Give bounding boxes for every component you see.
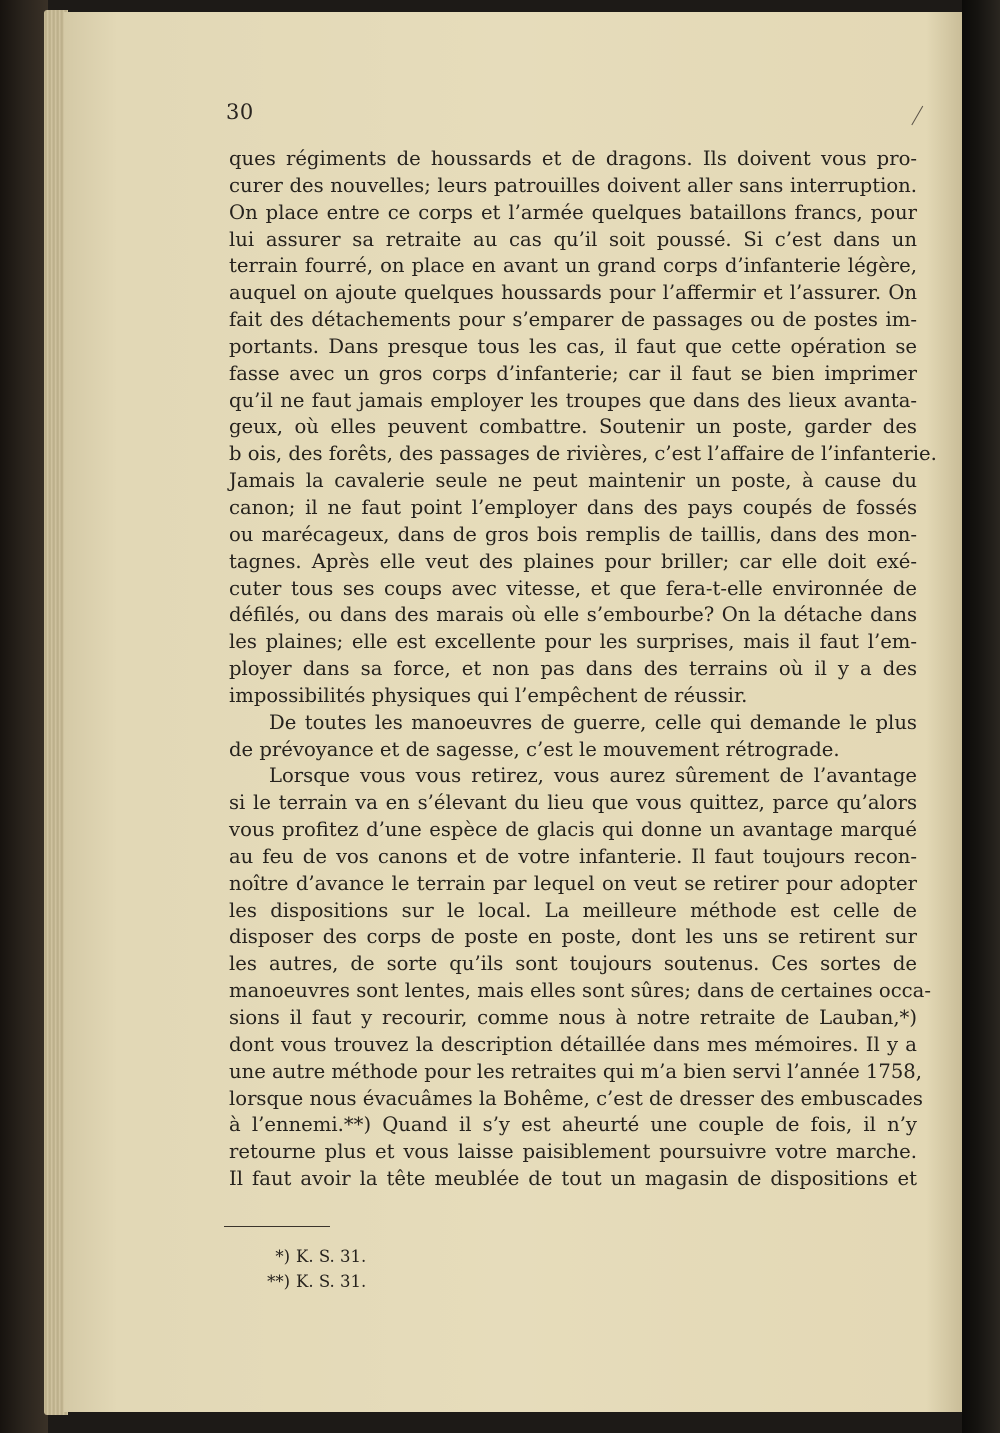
footnote-mark: **) [267, 1272, 290, 1291]
text-line: Jamais la cavalerie seule ne peut maintenir un poste, à cause du [229, 469, 917, 493]
text-line: lorsque nous évacuâmes la Bohême, c’est de dresser des embuscades [229, 1086, 923, 1110]
text-line: Lorsque vous vous retirez, vous aurez sûrement de l’avantage [269, 764, 917, 788]
footnote-text: K. S. 31. [296, 1247, 367, 1266]
footnote-mark: *) [275, 1247, 290, 1266]
footnote [256, 1244, 366, 1269]
text-line: ployer dans sa force, et non pas dans des terrains où il y a des [229, 657, 917, 681]
book-cover-edge-left [0, 0, 48, 1433]
text-line: cuter tous ses coups avec vitesse, et que fera-t-elle environnée de [229, 576, 917, 600]
text-line: ou marécageux, dans de gros bois remplis de taillis, dans des mon- [229, 522, 917, 546]
text-line: geux, où elles peuvent combattre. Soutenir un poste, garder des [229, 415, 917, 439]
text-line: On place entre ce corps et l’armée quelques bataillons francs, pour [229, 200, 917, 224]
text-line: défilés, ou dans des marais où elle s’embourbe? On la détache dans [229, 603, 917, 627]
text-line: au feu de vos canons et de votre infanterie. Il faut toujours recon- [229, 844, 917, 868]
footnotes [256, 1244, 366, 1294]
text-line: les autres, de sorte qu’ils sont toujours soutenus. Ces sortes de [229, 952, 917, 976]
footnote [256, 1269, 366, 1294]
text-line: curer des nouvelles; leurs patrouilles doivent aller sans interruption. [229, 173, 917, 197]
text-line: auquel on ajoute quelques houssards pour l’affermir et l’assurer. On [229, 281, 917, 305]
page-number: 30 [226, 100, 254, 124]
text-line: portants. Dans presque tous les cas, il faut que cette opération se [229, 334, 917, 358]
text-line: manoeuvres sont lentes, mais elles sont sûres; dans de certaines occa- [229, 979, 931, 1003]
text-line: de prévoyance et de sagesse, c’est le mouvement rétrograde. [229, 737, 840, 761]
text-line: à l’ennemi.**) Quand il s’y est aheurté une couple de fois, il n’y [229, 1113, 917, 1137]
text-line: terrain fourré, on place en avant un grand corps d’infanterie légère, [229, 254, 917, 278]
text-line: noître d’avance le terrain par lequel on veut se retirer pour adopter [229, 871, 917, 895]
text-line: lui assurer sa retraite au cas qu’il soit poussé. Si c’est dans un [229, 227, 917, 251]
text-line: dont vous trouvez la description détaillée dans mes mémoires. Il y a [229, 1032, 917, 1056]
text-line: b ois, des forêts, des passages de rivières, c’est l’affaire de l’infanterie. [229, 442, 937, 466]
text-line: fasse avec un gros corps d’infanterie; car il faut se bien imprimer [229, 361, 917, 385]
text-line: canon; il ne faut point l’employer dans des pays coupés de fossés [229, 495, 917, 519]
text-line: fait des détachements pour s’emparer de passages ou de postes im- [229, 308, 917, 332]
body-text [229, 146, 937, 1193]
footnote-text: K. S. 31. [296, 1272, 367, 1291]
text-line: sions il faut y recourir, comme nous à notre retraite de Lauban,*) [229, 1006, 917, 1029]
text-line: vous profitez d’une espèce de glacis qui donne un avantage marqué [229, 818, 917, 842]
text-line: retourne plus et vous laisse paisiblement poursuivre votre marche. [229, 1140, 917, 1164]
footnote-divider [224, 1226, 330, 1227]
text-line: les dispositions sur le local. La meilleure méthode est celle de [229, 898, 917, 922]
text-line: une autre méthode pour les retraites qui m’a bien servi l’année 1758, [229, 1059, 922, 1083]
text-line: ques régiments de houssards et de dragons. Ils doivent vous pro- [229, 147, 917, 170]
book-gutter-right [962, 0, 1000, 1433]
text-line: les plaines; elle est excellente pour les surprises, mais il faut l’em- [229, 630, 917, 654]
text-line: si le terrain va en s’élevant du lieu que vous quittez, parce qu’alors [229, 791, 917, 815]
text-line: impossibilités physiques qui l’empêchent de réussir. [229, 683, 748, 707]
text-line: De toutes les manoeuvres de guerre, celle qui demande le plus [269, 710, 917, 734]
text-line: disposer des corps de poste en poste, dont les uns se retirent sur [229, 925, 917, 949]
text-line: Il faut avoir la tête meublée de tout un magasin de dispositions et [229, 1167, 917, 1191]
text-line: tagnes. Après elle veut des plaines pour briller; car elle doit exé- [229, 549, 917, 573]
text-line: qu’il ne faut jamais employer les troupes que dans des lieux avanta- [229, 388, 917, 412]
